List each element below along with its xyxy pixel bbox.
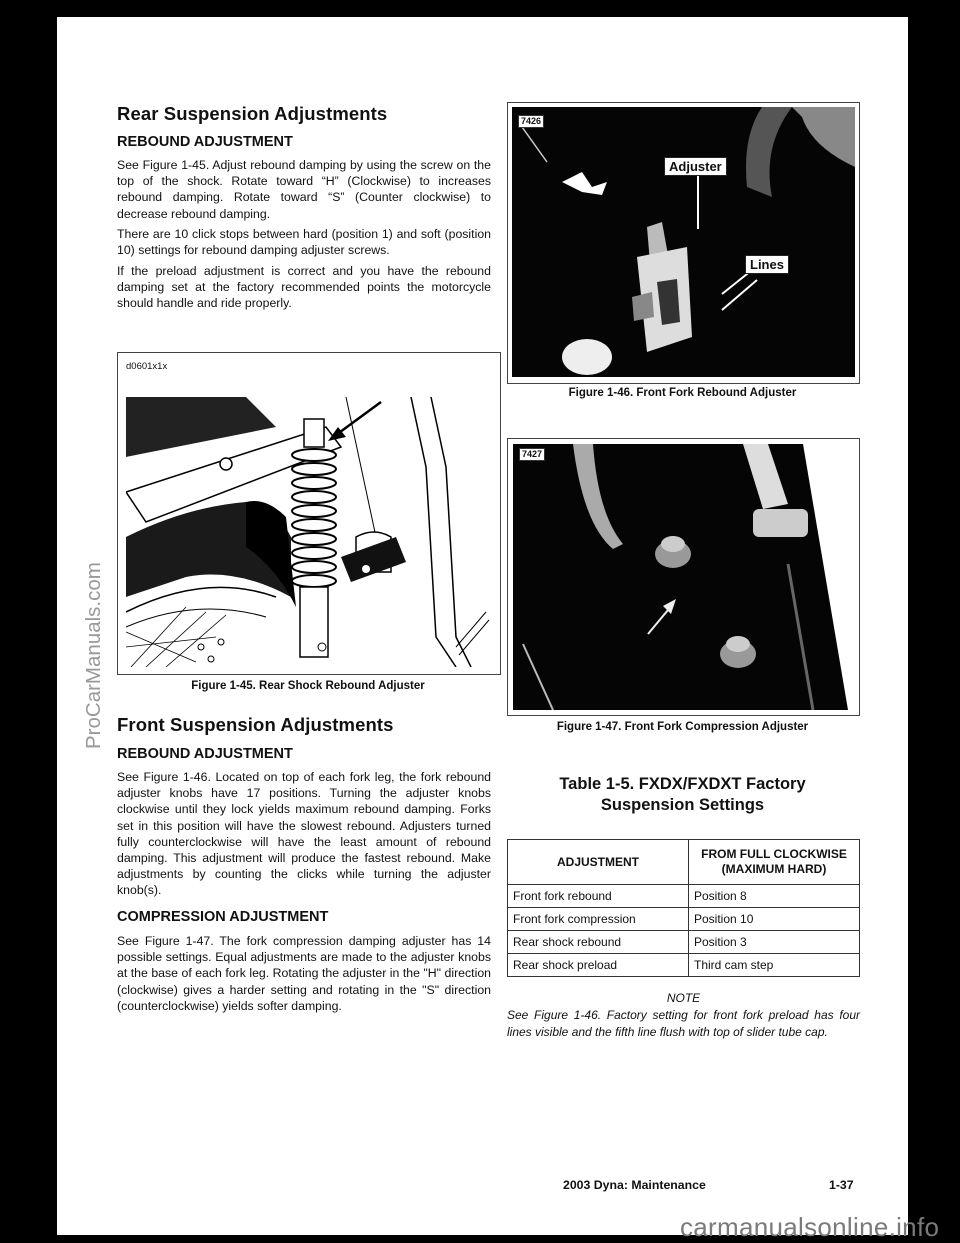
cell-adjustment: Front fork compression — [508, 908, 689, 931]
figure-1-46-id: 7426 — [518, 115, 544, 128]
figure-1-47-id: 7427 — [519, 448, 545, 461]
bottom-watermark: carmanualsonline.info — [680, 1212, 940, 1242]
figure-1-47-frame — [507, 438, 860, 716]
table-title-line-1: Table 1-5. FXDX/FXDXT Factory — [559, 775, 806, 793]
note-heading: NOTE — [666, 991, 701, 1005]
table-row — [508, 954, 860, 977]
footer-page-number: 1-37 — [829, 1178, 854, 1192]
rear-rebound-paragraph-1: See Figure 1-45. Adjust rebound damping by using the screw on the top of the shock. Rotate toward “H” (Clockwise) to increases rebound damping. Rotate toward “S” (Counter clockwise) to decrease rebound damping. — [117, 158, 491, 221]
rear-shock-illustration — [126, 397, 492, 667]
figure-1-47-caption: Figure 1-47. Front Fork Compression Adjuster — [556, 721, 809, 733]
table-title — [507, 774, 858, 816]
rear-rebound-subheading: REBOUND ADJUSTMENT — [117, 134, 293, 150]
table-title-line-2: Suspension Settings — [600, 796, 765, 814]
figure-1-46-caption: Figure 1-46. Front Fork Rebound Adjuster — [568, 387, 797, 399]
suspension-settings-table — [507, 839, 860, 977]
front-rebound-subheading: REBOUND ADJUSTMENT — [117, 746, 293, 762]
note-text: See Figure 1-46. Factory setting for front fork preload has four lines visible and the fifth line flush with top of slider tube cap. — [507, 1008, 860, 1039]
figure-1-45-id: d0601x1x — [126, 361, 168, 372]
compression-paragraph: See Figure 1-47. The fork compression damping adjuster has 14 possible settings. Equal adjustments are made to the adjuster knobs at the base of each fork leg. Rotating the adjuster in the "H" direction (clockwise) gives a harder setting and rotating in the "S" direction (counterclockwise) yields softer damping. — [117, 934, 491, 1013]
header-line-1: FROM FULL CLOCKWISE — [701, 847, 847, 861]
front-fork-rebound-photo — [512, 107, 855, 377]
cell-adjustment: Rear shock rebound — [508, 931, 689, 954]
header-adjustment: ADJUSTMENT — [508, 840, 689, 885]
rear-rebound-paragraph-3: If the preload adjustment is correct and you have the rebound damping set at the factory recommended points the motorcycle should handle and ride properly. — [117, 264, 491, 311]
cell-adjustment: Front fork rebound — [508, 885, 689, 908]
rear-rebound-paragraph-2: There are 10 click stops between hard (position 1) and soft (position 10) settings for rebound damping adjuster screws. — [117, 227, 491, 258]
table-row — [508, 885, 860, 908]
manual-page — [57, 17, 908, 1235]
front-suspension-title: Front Suspension Adjustments — [117, 714, 394, 735]
cell-setting: Position 8 — [689, 885, 860, 908]
compression-subheading: COMPRESSION ADJUSTMENT — [117, 909, 329, 925]
figure-1-46-frame — [507, 102, 860, 384]
cell-adjustment: Rear shock preload — [508, 954, 689, 977]
rear-suspension-title: Rear Suspension Adjustments — [117, 103, 388, 124]
header-from-full-clockwise — [689, 840, 860, 885]
adjuster-callout: Adjuster — [664, 157, 727, 176]
side-watermark: ProCarManuals.com — [82, 562, 105, 749]
cell-setting: Third cam step — [689, 954, 860, 977]
table-row — [508, 931, 860, 954]
header-line-2: (MAXIMUM HARD) — [721, 862, 827, 876]
lines-callout: Lines — [745, 255, 789, 274]
front-rebound-paragraph: See Figure 1-46. Located on top of each fork leg, the fork rebound adjuster knobs have 17 positions. Turning the adjuster knobs clockwise until they lock yields maximum rebound damping. Forks set in this position will have the slowest rebound. Adjusters turned fully counterclockwise will have the least amount of rebound damping. This adjustment will produce the fastest rebound. Make adjustments by counting the clicks while turning the adjuster knob(s). — [117, 770, 491, 898]
table-row — [508, 908, 860, 931]
figure-1-45-frame — [117, 352, 501, 675]
front-fork-compression-photo — [513, 444, 854, 710]
cell-setting: Position 10 — [689, 908, 860, 931]
cell-setting: Position 3 — [689, 931, 860, 954]
figure-1-45-caption: Figure 1-45. Rear Shock Rebound Adjuster — [191, 680, 425, 692]
footer-section: 2003 Dyna: Maintenance — [563, 1178, 706, 1192]
table-header-row — [508, 840, 860, 885]
